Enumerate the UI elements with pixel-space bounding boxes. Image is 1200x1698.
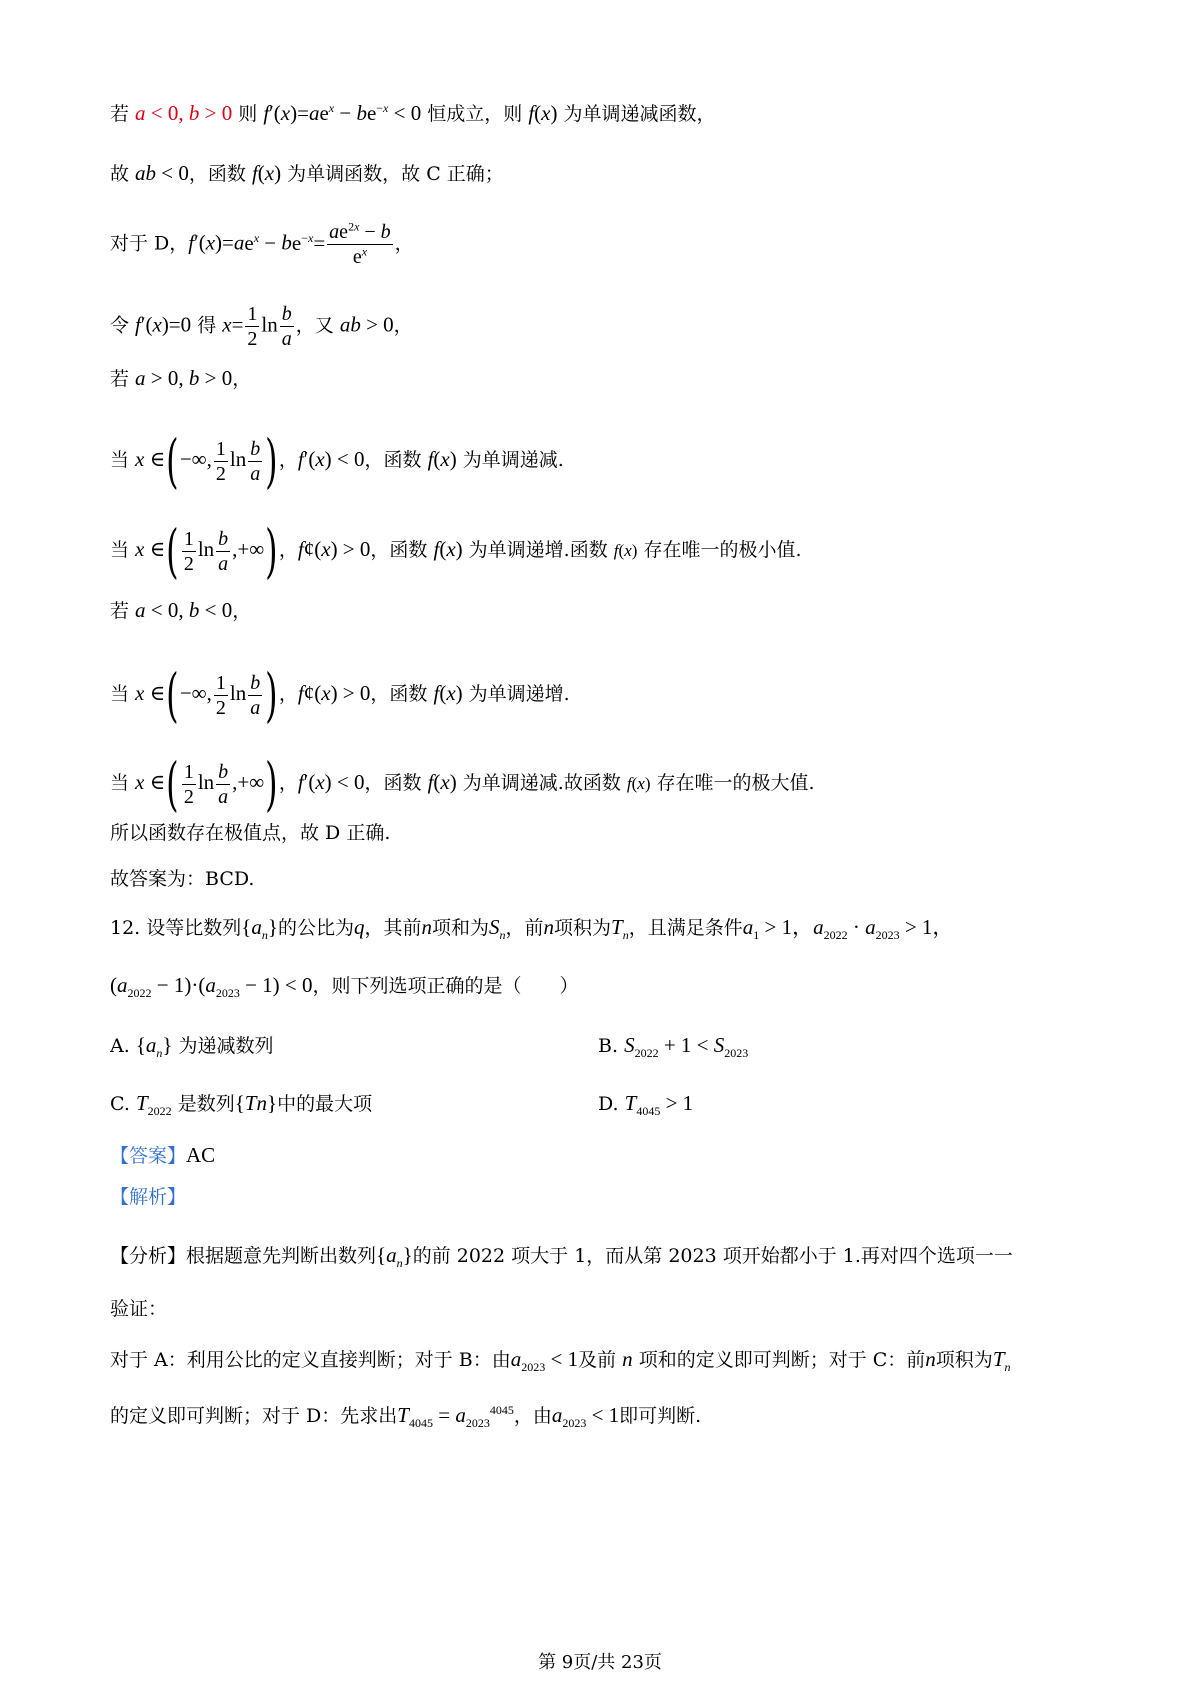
- answer-line: [110, 1142, 215, 1169]
- answer-value: AC: [186, 1143, 216, 1167]
- fenxi-tag: 【分析】: [110, 1245, 187, 1267]
- solution-line-7: 当 x ∈( $\frac{1}{2}$ ln $\frac{b}{a}$ ,+∞)，f¢(x) > 0，函数 f(x) 为单调递增.函数 f(x) 存在唯一的极小值.: [110, 517, 802, 585]
- solution-line-1: 若 a < 0, b > 0 则 $f'(x)=ae^x - be^{-x} < 0$ 恒成立，则 f(x) 为单调递减函数，: [110, 101, 716, 125]
- analysis-line: [110, 1184, 186, 1210]
- question-12-line-1: 12. 设等比数列$\{a_n\}$的公比为q，其前n项和为$S_n$，前n项积为$T_n$，且满足条件$a_1 > 1$，$a_{2022} \cdot a_{2023} > 1$，: [110, 915, 954, 943]
- analysis-tag: 【解析】: [110, 1186, 187, 1208]
- solution-line-5: 若 a > 0, b > 0，: [110, 366, 252, 390]
- fenxi-line-4: 的定义即可判断；对于 D：先求出$T_{4045} = a_{2023}^{4045}$，由$a_{2023} < 1$即可判断.: [110, 1403, 702, 1431]
- option-d: D. $T_{4045} > 1$: [598, 1091, 694, 1119]
- text: 若: [110, 103, 136, 125]
- fenxi-line-2: 验证：: [110, 1298, 168, 1320]
- page-footer: 第 9页/共 23页: [538, 1652, 662, 1673]
- solution-line-12: 故答案为：BCD.: [110, 868, 255, 890]
- solution-line-3: 对于 D，$f'(x)=ae^x - be^{-x}=$ $\frac{ae^{2x} - b}{e^x}$ ，: [110, 219, 414, 268]
- solution-line-10: 当 x ∈( $\frac{1}{2}$ ln $\frac{b}{a}$ ,+∞)，f′(x) < 0，函数 f(x) 为单调递减.故函数 f(x) 存在唯一的极大值.: [110, 750, 815, 818]
- solution-line-2: 故 ab < 0，函数 f(x) 为单调函数，故 C 正确；: [110, 161, 504, 185]
- question-12-line-2: $(a_{2022} - 1)\cdot(a_{2023} - 1) < 0$，则下列选项正确的是（ ）: [110, 973, 579, 1001]
- option-c: C. $T_{2022}$ 是数列{Tn}中的最大项: [110, 1091, 373, 1119]
- option-a: A. $\{a_n\}$ 为递减数列: [110, 1033, 274, 1061]
- fenxi-line-3: 对于 A：利用公比的定义直接判断；对于 B：由$a_{2023} < 1$及前 n 项和的定义即可判断；对于 C：前n项积为$T_n$: [110, 1347, 1011, 1375]
- solution-line-4: 令 f′(x)=0 得 x= $\frac{1}{2}$ ln $\frac{b}{a}$ ，又 ab > 0，: [110, 303, 413, 350]
- solution-line-11: 所以函数存在极值点，故 D 正确.: [110, 822, 391, 844]
- fenxi-line-1: 【分析】根据题意先判断出数列$\{a_n\}$的前 2022 项大于 1，而从第 2023 项开始都小于 1.再对四个选项一一: [110, 1243, 1013, 1271]
- solution-line-8: 若 a < 0, b < 0，: [110, 598, 252, 622]
- answer-tag: 【答案】: [110, 1145, 187, 1167]
- condition-red: a: [135, 101, 146, 125]
- solution-line-6: 当 x ∈(−∞, $\frac{1}{2}$ ln $\frac{b}{a}$ )，f′(x) < 0，函数 f(x) 为单调递减.: [110, 427, 564, 495]
- option-b: B. $S_{2022} + 1 < S_{2023}$: [598, 1033, 749, 1061]
- solution-line-9: 当 x ∈(−∞, $\frac{1}{2}$ ln $\frac{b}{a}$ )，f¢(x) > 0，函数 f(x) 为单调递增.: [110, 661, 570, 729]
